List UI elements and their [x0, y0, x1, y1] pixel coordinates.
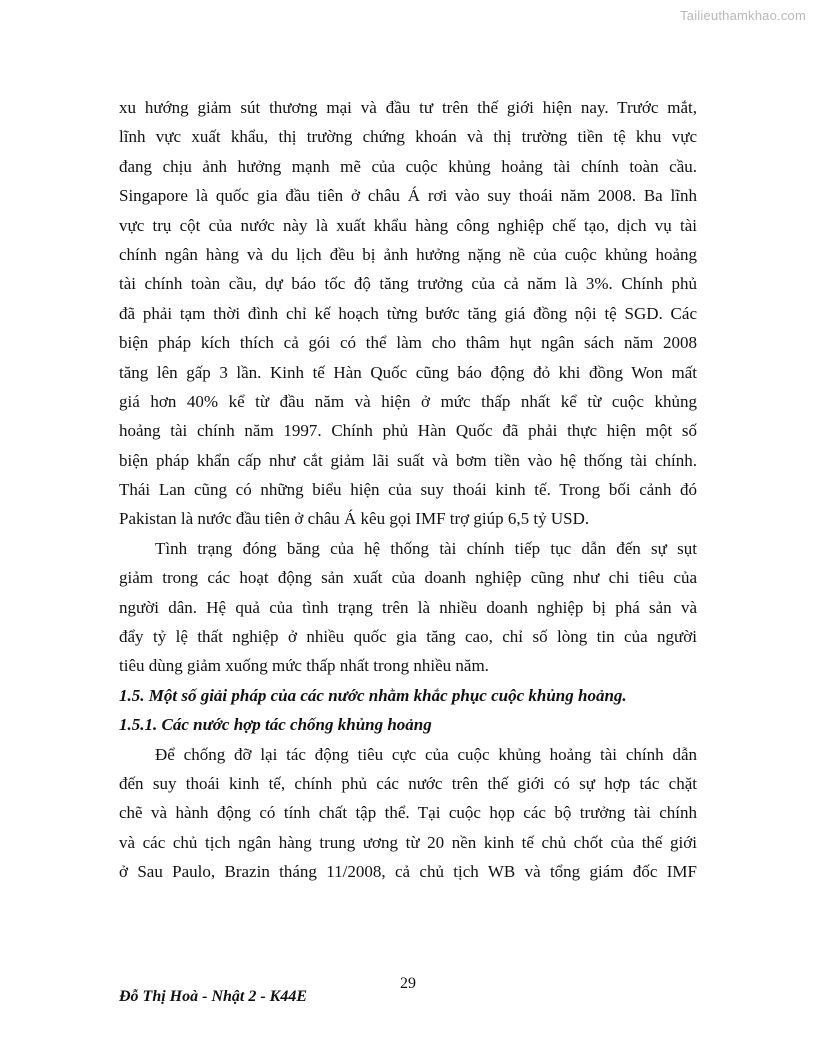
text-line: tài chính toàn cầu, dự báo tốc độ tăng trưởng của cả năm là 3%. Chính phủ: [119, 274, 697, 294]
subsection-heading: 1.5.1. Các nước hợp tác chống khủng hoảng: [119, 715, 432, 735]
text-line: tiêu dùng giảm xuống mức thấp nhất trong nhiều năm.: [119, 656, 489, 676]
text-line: Thái Lan cũng có những biểu hiện của suy thoái kinh tế. Trong bối cảnh đó: [119, 480, 697, 500]
text-line: đã phải tạm thời đình chỉ kế hoạch từng bước tăng giá đồng nội tệ SGD. Các: [119, 303, 697, 323]
text-line: biện pháp kích thích cả gói có thể làm cho thâm hụt ngân sách năm 2008: [119, 333, 697, 353]
text-line: tăng lên gấp 3 lần. Kinh tế Hàn Quốc cũng báo động đỏ khi đồng Won mất: [119, 362, 697, 382]
text-line: giảm trong các hoạt động sản xuất của doanh nghiệp cũng như chi tiêu của: [119, 568, 697, 588]
text-line: Singapore là quốc gia đầu tiên ở châu Á rơi vào suy thoái năm 2008. Ba lĩnh: [119, 186, 697, 206]
text-line: đẩy tỷ lệ thất nghiệp ở nhiều quốc gia tăng cao, chỉ số lòng tin của người: [119, 627, 697, 647]
text-line: chính ngân hàng và du lịch đều bị ảnh hưởng nặng nề của cuộc khủng hoảng: [119, 244, 697, 264]
text-line: vực trụ cột của nước này là xuất khẩu hàng công nghiệp chế tạo, dịch vụ tài: [119, 215, 697, 235]
paragraph-1: [119, 93, 697, 534]
paragraph-2: [119, 534, 697, 681]
text-line: hoảng tài chính năm 1997. Chính phủ Hàn Quốc đã phải thực hiện một số: [119, 421, 697, 441]
paragraph-3: [119, 740, 697, 887]
text-line: Để chống đỡ lại tác động tiêu cực của cuộc khủng hoảng tài chính dẫn: [155, 744, 697, 764]
text-line: và các chủ tịch ngân hàng trung ương từ 20 nền kinh tế chủ chốt của thế giới: [119, 832, 697, 852]
text-line: Pakistan là nước đầu tiên ở châu Á kêu gọi IMF trợ giúp 6,5 tỷ USD.: [119, 509, 590, 529]
footer-author: Đỗ Thị Hoà - Nhật 2 - K44E: [119, 988, 308, 1005]
text-line: giá hơn 40% kể từ đầu năm và hiện ở mức thấp nhất kể từ cuộc khủng: [119, 391, 697, 411]
text-line: Tình trạng đóng băng của hệ thống tài chính tiếp tục dẫn đến sự sụt: [155, 538, 697, 558]
section-heading: 1.5. Một số giải pháp của các nước nhằm khắc phục cuộc khủng hoảng.: [119, 685, 627, 705]
text-line: chẽ và hành động có tính chất tập thể. Tại cuộc họp các bộ trưởng tài chính: [119, 803, 697, 823]
text-line: đến suy thoái kinh tế, chính phủ các nước trên thế giới có sự hợp tác chặt: [119, 773, 697, 793]
page-number: 29: [400, 975, 416, 992]
watermark: Tailieuthamkhao.com: [680, 8, 806, 23]
text-line: lĩnh vực xuất khẩu, thị trường chứng khoán và thị trường tiền tệ khu vực: [119, 127, 697, 147]
text-line: đang chịu ảnh hưởng mạnh mẽ của cuộc khủng hoảng tài chính toàn cầu.: [119, 156, 697, 176]
text-line: ở Sau Paulo, Brazin tháng 11/2008, cả chủ tịch WB và tổng giám đốc IMF: [119, 862, 697, 882]
text-line: xu hướng giảm sút thương mại và đầu tư trên thế giới hiện nay. Trước mắt,: [119, 98, 697, 117]
page-body: [119, 93, 697, 887]
text-line: người dân. Hệ quả của tình trạng trên là nhiều doanh nghiệp bị phá sản và: [119, 597, 697, 617]
text-line: biện pháp khẩn cấp như cắt giảm lãi suất và bơm tiền vào hệ thống tài chính.: [119, 450, 697, 470]
